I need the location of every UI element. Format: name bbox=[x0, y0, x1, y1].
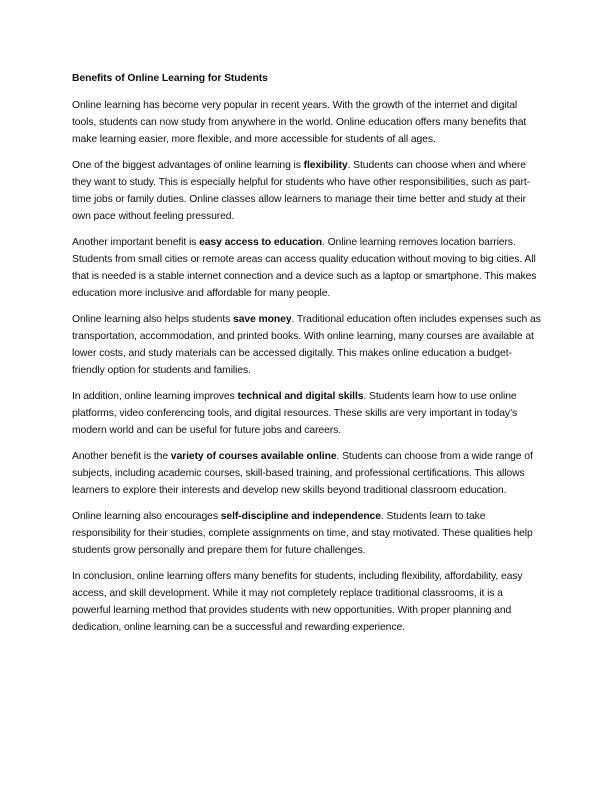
paragraph-text: Online learning also encourages bbox=[72, 511, 221, 522]
paragraph-text: . Students can choose when and where they want to study. This is especially helpful for students who have other responsibilities, such as part-time jobs or family duties. Online classes allow learners to manage their time better and study at their own pace without feeling pressured. bbox=[72, 160, 530, 222]
paragraph-self-discipline bbox=[72, 508, 542, 559]
paragraph-text: In addition, online learning improves bbox=[72, 391, 238, 402]
paragraph-bold: save money bbox=[233, 314, 292, 325]
paragraph-text: . Online learning removes location barriers. Students from small cities or remote areas can access quality education without moving to big cities. All that is needed is a stable internet connection and a device such as a laptop or smartphone. This makes education more inclusive and affordable for many people. bbox=[72, 237, 537, 299]
paragraph-flexibility bbox=[72, 157, 542, 225]
paragraph-conclusion bbox=[72, 568, 542, 636]
paragraph-text: . Students learn how to use online platforms, video conferencing tools, and digital resources. These skills are very important in today’s modern world and can be useful for future jobs and careers. bbox=[72, 391, 518, 436]
paragraph-access bbox=[72, 234, 542, 302]
paragraph-bold: variety of courses available online bbox=[170, 451, 337, 462]
paragraph-save-money bbox=[72, 311, 542, 379]
document-body bbox=[72, 70, 542, 645]
paragraph-text: In conclusion, online learning offers many benefits for students, including flexibility, affordability, easy access, and skill development. While it may not completely replace traditional classrooms, it is a powerful learning method that provides students with new opportunities. With proper planning and dedication, online learning can be a successful and rewarding experience. bbox=[72, 571, 523, 633]
paragraph-text: . Students learn to take responsibility for their studies, complete assignments on time, and stay motivated. These qualities help students grow personally and prepare them for future challenges. bbox=[72, 511, 533, 556]
paragraph-text: . Students can choose from a wide range of subjects, including academic courses, skill-based training, and professional certifications. This allows learners to explore their interests and develop new skills beyond traditional classroom education. bbox=[72, 451, 533, 496]
paragraph-bold: self-discipline and independence bbox=[220, 511, 381, 522]
paragraph-bold: easy access to education bbox=[199, 237, 322, 248]
paragraph-text: . Traditional education often includes expenses such as transportation, accommodation, and printed books. With online learning, many courses are available at lower costs, and study materials can be accessed digitally. This makes online education a budget-friendly option for students and families. bbox=[72, 314, 541, 376]
paragraph-variety bbox=[72, 448, 542, 499]
paragraph-bold: technical and digital skills bbox=[237, 391, 364, 402]
paragraph-digital-skills bbox=[72, 388, 542, 439]
paragraph-text: Online learning also helps students bbox=[72, 314, 234, 325]
paragraph-text: One of the biggest advantages of online learning is bbox=[72, 160, 304, 171]
paragraph-text: Online learning has become very popular in recent years. With the growth of the internet and digital tools, students can now study from anywhere in the world. Online education offers many benefits that make learning easier, more flexible, and more accessible for students of all ages. bbox=[72, 100, 527, 145]
paragraph-intro bbox=[72, 97, 542, 148]
paragraph-text: Another important benefit is bbox=[72, 237, 200, 248]
paragraph-bold: flexibility bbox=[303, 160, 348, 171]
document-title: Benefits of Online Learning for Students bbox=[72, 73, 268, 84]
paragraph-text: Another benefit is the bbox=[72, 451, 171, 462]
